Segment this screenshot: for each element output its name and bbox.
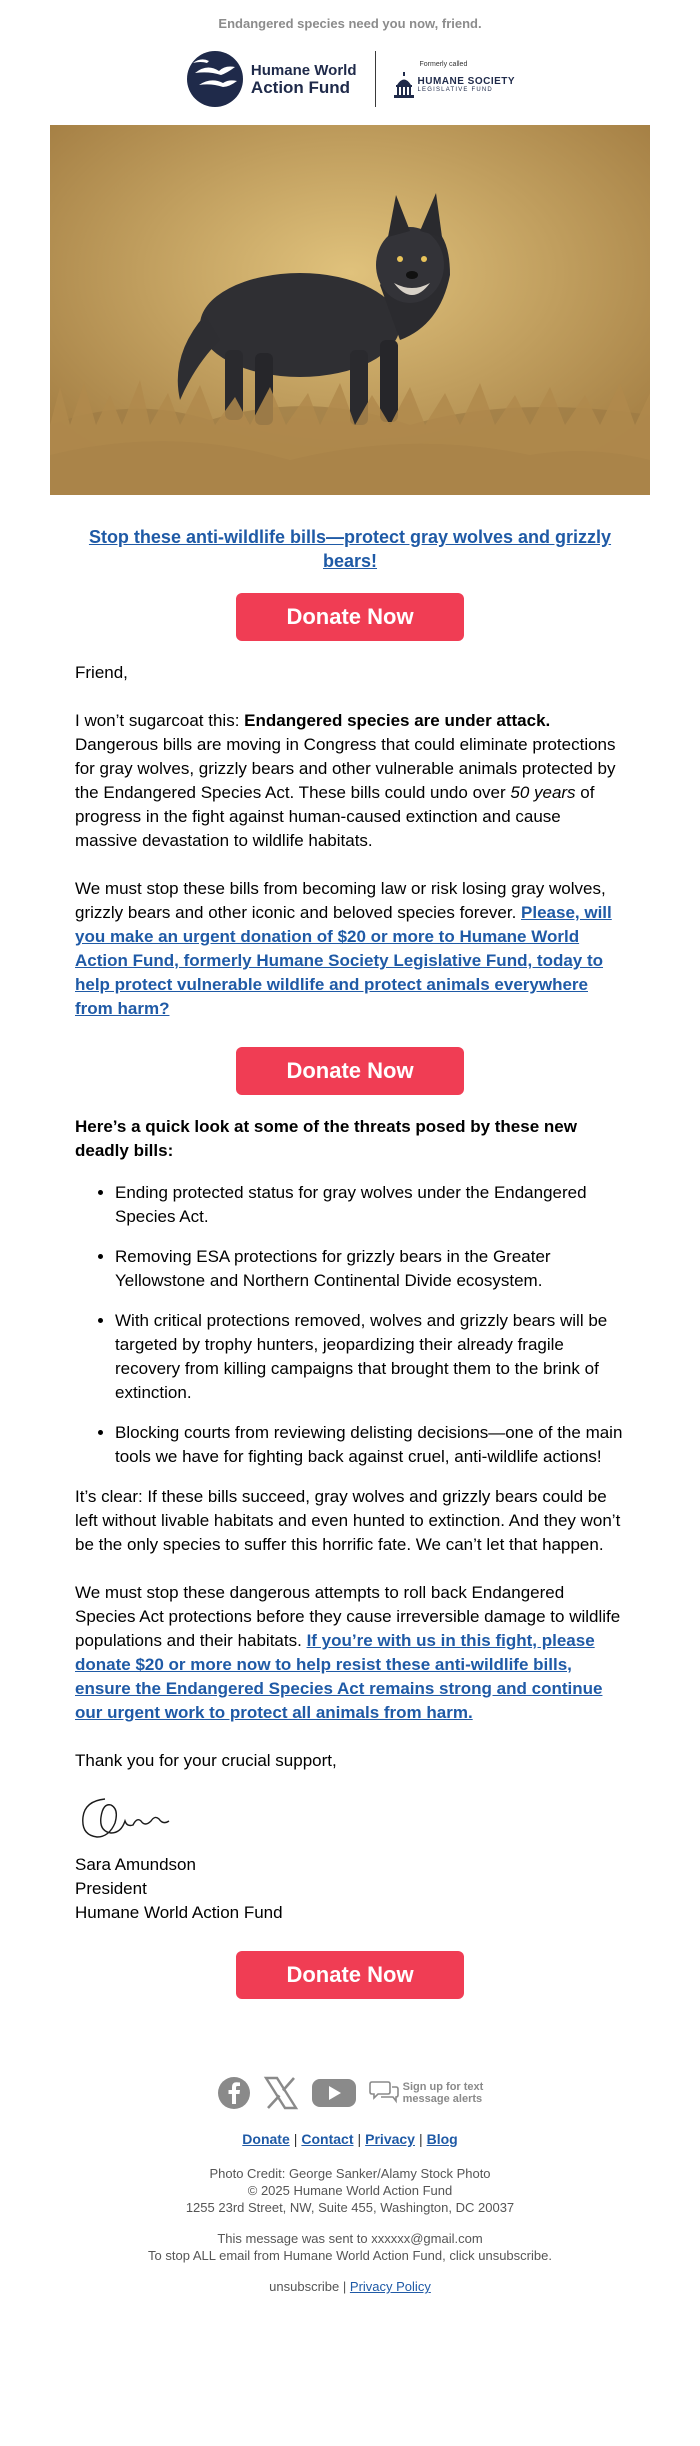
humane-world-logo[interactable] [185,49,357,109]
thanks-line: Thank you for your crucial support, [75,1751,337,1770]
link-separator: | [418,2131,423,2147]
donate-button-bottom[interactable]: Donate Now [236,1951,464,1999]
link-separator: | [342,2279,347,2294]
social-links [75,2073,625,2113]
threats-heading: Here’s a quick look at some of the threats posed by these new deadly bills: [75,1117,577,1160]
p4-text: We must stop these dangerous attempts to roll back Endangered Species Act protections before they cause irreversible damage to wildlife populations and their habitats. [75,1583,621,1650]
sent-to: This message was sent to xxxxxx@gmail.com [217,2231,483,2246]
stop-all-email: To stop ALL email from Humane World Action Fund, click unsubscribe. [148,2248,552,2263]
paragraph-4 [75,1581,625,1725]
sms-line-2: message alerts [402,2093,483,2105]
footer-link-contact[interactable]: Contact [301,2131,354,2147]
copyright: © 2025 Humane World Action Fund [247,2183,453,2198]
footer-link-privacy[interactable]: Privacy [365,2131,415,2147]
preheader-text: Endangered species need you now, friend. [218,16,482,31]
unsubscribe-link[interactable]: unsubscribe [269,2279,340,2294]
headline [75,525,625,573]
sms-signup[interactable] [369,2079,484,2107]
p1-lead: I won’t sugarcoat this: [75,711,245,730]
globe-birds-icon [185,49,245,109]
logo-header [0,40,700,118]
capitol-dome-icon [394,72,414,98]
email-content [50,525,650,2295]
signature-text: Sara [135,1843,138,1844]
signer-org: Humane World Action Fund [75,1903,283,1922]
footer [75,2073,625,2295]
paragraph-2 [75,877,625,1021]
threats-list [115,1181,625,1469]
paragraph-3: It’s clear: If these bills succeed, gray wolves and grizzly bears could be left without livable habitats and even hunted to extinction. And they won’t be the only species to suffer this horrific fate. We can’t let that happen. [75,1487,621,1554]
privacy-policy-link[interactable]: Privacy Policy [349,2279,431,2294]
photo-credit: Photo Credit: George Sanker/Alamy Stock Photo [209,2166,491,2181]
signature-image [75,1787,195,1847]
footer-links [75,2131,625,2147]
logo-line-2: Action Fund [250,78,351,97]
donate-button-middle[interactable]: Donate Now [236,1047,464,1095]
youtube-icon[interactable] [311,2076,357,2110]
footer-link-blog[interactable]: Blog [426,2131,458,2147]
logo-line-1: Humane World [250,62,357,79]
signer-title: President [75,1879,147,1898]
former-logo [394,61,516,98]
p1-end: of progress in the fight against human-caused extinction and cause massive devastation to wildlife habitats. [75,783,595,850]
footer-info [75,2165,625,2216]
footer-unsubscribe [75,2278,625,2295]
x-twitter-icon[interactable] [263,2076,299,2110]
address: 1255 23rd Street, NW, Suite 455, Washington, DC 20037 [185,2200,515,2215]
facebook-icon[interactable] [217,2076,251,2110]
link-separator: | [357,2131,362,2147]
threat-item: • With critical protections removed, wolves and grizzly bears will be targeted by trophy hunters, jeopardizing their already fragile recovery from killing campaigns that brought them to the brink of extinction. [115,1309,625,1405]
donate-appeal-link-2[interactable]: If you’re with us in this fight, please donate $20 or more now to help resist these anti-wildlife bills, ensure the Endangered Species Act remains strong and continue our urgent work to protect all animals from harm. [75,1631,603,1722]
hs-name: HUMANE SOCIETY [417,76,516,87]
signer-name: Sara Amundson [75,1855,196,1874]
greeting: Friend, [75,663,128,682]
formerly-label: Formerly called [419,60,468,68]
p1-bold: Endangered species are under attack. [244,711,551,730]
threat-item: • Removing ESA protections for grizzly bears in the Greater Yellowstone and Northern Continental Divide ecosystem. [115,1245,625,1293]
threat-item: • Blocking courts from reviewing delisting decisions—one of the main tools we have for fighting back against cruel, anti-wildlife actions! [115,1421,625,1469]
paragraph-1 [75,709,625,853]
p1-italic: 50 years [510,783,576,802]
link-separator: | [293,2131,298,2147]
footer-link-donate[interactable]: Donate [242,2131,290,2147]
sms-line-1: Sign up for text [402,2081,484,2093]
wolf-illustration [50,125,650,495]
donate-button-top[interactable]: Donate Now [236,593,464,641]
p1-mid: Dangerous bills are moving in Congress that could eliminate protections for gray wolves, grizzly bears and other vulnerable animals protected by the Endangered Species Act. These bills could undo over [75,735,616,802]
p2-text: We must stop these bills from becoming law or risk losing gray wolves, grizzly bears and other iconic and beloved species forever. [75,879,606,922]
headline-link[interactable]: Stop these anti-wildlife bills—protect gray wolves and grizzly bears! [88,527,612,571]
donate-appeal-link-1[interactable]: Please, will you make an urgent donation of $20 or more to Humane World Action Fund, formerly Humane Society Legislative Fund, today to help protect vulnerable wildlife and protect animals everywhere from harm? [75,903,612,1018]
footer-recipient [75,2230,625,2264]
hero-image-wolf[interactable] [50,125,650,495]
threat-item: • Ending protected status for gray wolves under the Endangered Species Act. [115,1181,625,1229]
hs-subtitle: LEGISLATIVE FUND [417,87,493,93]
chat-bubbles-icon [369,2079,399,2107]
logo-divider [375,51,376,107]
logo-wordmark [251,62,357,96]
